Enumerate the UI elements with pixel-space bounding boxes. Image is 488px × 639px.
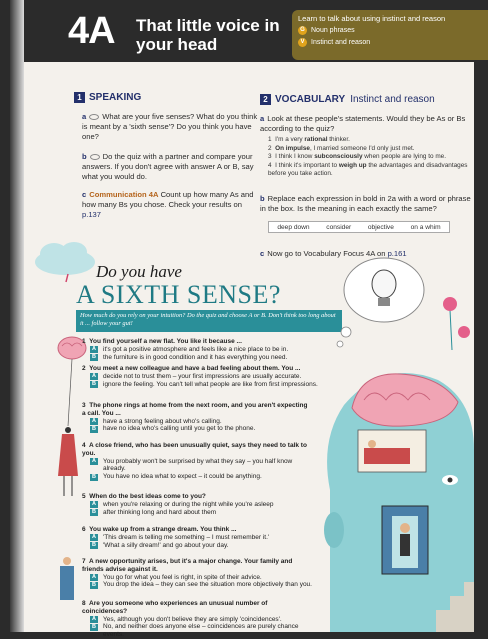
statement-item: 4 I think it's important to weigh up the advantages and disadvantages before you take action. — [268, 161, 468, 178]
section-subtitle: Instinct and reason — [350, 94, 435, 105]
aim-grammar — [298, 26, 482, 35]
option-b[interactable]: B No, and neither does anyone else – coincidences are purely chance events. — [92, 623, 299, 639]
quiz-question-6: 6 You wake up from a strange dream. You think ... A 'This dream is telling me something – I must remember it.' B 'What a silly dream!' and go about your day. — [82, 526, 302, 549]
textbook-page — [10, 0, 474, 639]
vocabulary-heading — [260, 94, 435, 105]
section-title: SPEAKING — [89, 92, 142, 103]
option-a[interactable]: A You probably won't be surprised by what they say – you half know already. — [92, 457, 293, 473]
exercise-text: Now go to Vocabulary Focus 4A on — [267, 249, 386, 258]
quiz-question-8: 8 Are you someone who experiences an unusual number of coincidences? A Yes, although you don't believe they are simply 'coincidences'. B No, and neither does anyone else – coincidences are purely chance events. — [82, 600, 312, 639]
box-word: on a whim — [410, 223, 441, 231]
statement-item: 3 I think I know subconsciously when people are lying to me. — [268, 153, 446, 161]
exercise-text: Replace each expression in bold in 2a with a word or phrase in the box. Is the meaning in each exactly the same? — [260, 194, 471, 213]
quiz-question-5: 5 When do the best ideas come to you? A when you're relaxing or during the night while you're asleep B after thinking long and hard about them — [82, 493, 302, 516]
exercise-text: Look at these people's statements. Would they be As or Bs according to the quiz? — [260, 114, 466, 133]
option-b[interactable]: B 'What a silly dream!' and go about your day. — [92, 541, 229, 549]
option-b[interactable]: B You drop the idea – they can see the situation more objectively than you. — [92, 581, 312, 589]
unit-title-line2: your head — [136, 35, 218, 54]
exercise-letter: c — [82, 190, 87, 199]
unit-number: 4A — [68, 10, 115, 52]
aim-vocab-label: Instinct and reason — [311, 39, 371, 46]
speech-bubble-icon — [89, 114, 99, 120]
quiz-question-7: 7 A new opportunity arises, but it's a major change. Your family and friends advise against it. A You go for what you feel is right, in spite of their advice. B You drop the idea – they can see the situation more objectively than you. — [82, 558, 312, 589]
statement-item: 1 I'm a very rational thinker. — [268, 136, 350, 143]
vocab-exercise-a — [260, 114, 472, 134]
speaking-exercise-c — [82, 190, 258, 220]
exercise-letter: b — [260, 194, 265, 203]
option-b[interactable]: B after thinking long and hard about them — [92, 508, 217, 516]
communication-ref[interactable]: Communication 4A — [89, 190, 159, 199]
quiz-title-line2: A SIXTH SENSE? — [76, 280, 281, 309]
section-number: 2 — [260, 94, 271, 105]
exercise-letter: a — [82, 112, 87, 121]
head-illustration — [300, 240, 474, 632]
speech-bubble-icon — [90, 154, 100, 160]
speaking-exercise-a — [82, 112, 258, 142]
word-box — [268, 221, 450, 233]
unit-title — [136, 16, 296, 54]
page-link[interactable]: p.161 — [387, 249, 407, 258]
option-a[interactable]: A Yes, although you don't believe they are simply 'coincidences'. — [92, 615, 282, 623]
quiz-question-4: 4 A close friend, who has been unusually quiet, says they need to talk to you. A You probably won't be surprised by what they say – you half know already. B You have no idea what to expect – it could be anything. — [82, 442, 312, 481]
page-link[interactable]: p.137 — [82, 210, 102, 219]
option-a[interactable]: A You go for what you feel is right, in spite of their advice. — [92, 573, 262, 581]
quiz-question-3: 3 The phone rings at home from the next room, and you aren't expecting a call. You ... A have a strong feeling about who's calling. B have no idea who's calling until you get to the phone. — [82, 402, 312, 433]
option-a[interactable]: A decide not to trust them – your first impressions are usually accurate. — [92, 372, 302, 380]
vocab-tag-icon: V — [298, 38, 307, 47]
exercise-letter: a — [260, 114, 265, 123]
option-b[interactable]: B have no idea who's calling until you get to the phone. — [92, 425, 256, 433]
exercise-text: Do the quiz with a partner and compare your answers. If you don't agree with answer A or B, say what you would do. — [82, 152, 254, 181]
statement-list — [268, 136, 472, 179]
aims-lead: Learn to talk about using instinct and reason — [298, 14, 446, 23]
option-a[interactable]: A have a strong feeling about who's calling. — [92, 417, 222, 425]
box-word: deep down — [277, 223, 310, 231]
option-a[interactable]: A 'This dream is telling me something – I must remember it.' — [92, 533, 270, 541]
cloud-illustration — [30, 238, 100, 278]
learning-aims — [292, 10, 488, 60]
section-number: 1 — [74, 92, 85, 103]
exercise-letter: b — [82, 152, 87, 161]
quiz-intro: How much do you rely on your intuition? Do the quiz and choose A or B. Don't think too long about it ... follow your gut! — [76, 310, 342, 332]
aim-vocab — [298, 38, 482, 47]
speaking-exercise-b — [82, 152, 258, 182]
section-title: VOCABULARY — [275, 94, 346, 105]
grammar-tag-icon: G — [298, 26, 307, 35]
box-word: consider — [326, 223, 352, 231]
quiz-question-1: 1 You find yourself a new flat. You like it because ... A it's got a positive atmosphere and feels like a nice place to be in. B the furniture is in good condition and it has everything you need. — [82, 338, 342, 361]
exercise-text: Count up how many As and how many Bs you chose. Check your results on — [82, 190, 254, 209]
option-a[interactable]: A when you're relaxing or during the night while you're asleep — [92, 500, 274, 508]
exercise-text: What are your five senses? What do you think is meant by a 'sixth sense'? Do you think you have one? — [82, 112, 258, 141]
speaking-heading — [74, 92, 141, 103]
quiz-title-line1: Do you have — [96, 262, 182, 281]
vocab-exercise-b — [260, 194, 472, 214]
statement-item: 2 On impulse, I married someone I'd only just met. — [268, 144, 415, 152]
unit-header — [24, 0, 474, 62]
option-b[interactable]: B You have no idea what to expect – it could be anything. — [92, 473, 262, 481]
book-spine — [10, 0, 24, 632]
option-b[interactable]: B ignore the feeling. You can't tell what people are like from first impressions. — [92, 380, 318, 388]
aim-grammar-label: Noun phrases — [311, 27, 355, 34]
option-b[interactable]: B the furniture is in good condition and it has everything you need. — [92, 353, 288, 361]
quiz-question-2: 2 You meet a new colleague and have a bad feeling about them. You ... A decide not to trust them – your first impressions are usually accurate. B ignore the feeling. You can't tell what people are like from first impressions. — [82, 365, 342, 388]
unit-title-line1: That little voice in — [136, 16, 280, 35]
exercise-letter: c — [260, 249, 265, 258]
box-word: objective — [367, 223, 394, 231]
option-a[interactable]: A it's got a positive atmosphere and feels like a nice place to be in. — [92, 345, 289, 353]
